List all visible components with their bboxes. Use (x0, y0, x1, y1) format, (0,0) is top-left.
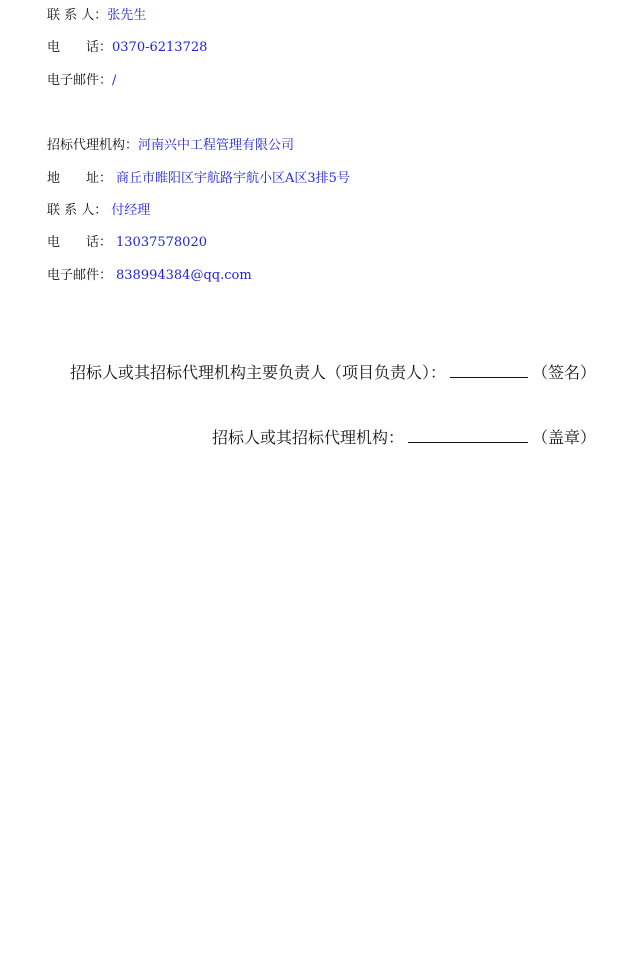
agency-email-value: 838994384@qq.com (116, 268, 252, 283)
agency-contact-row (47, 201, 150, 221)
agency-email-label: 电子邮件： (47, 268, 113, 283)
agency-name-value: 河南兴中工程管理有限公司 (138, 138, 295, 153)
agency-phone-row (47, 233, 207, 253)
agency-name-label: 招标代理机构： (47, 138, 139, 153)
address-label: 地 址： (47, 171, 113, 186)
tenderer-contact-row (47, 6, 146, 26)
phone-label: 电 话： (47, 40, 113, 55)
seal-prompt: 招标人或其招标代理机构： (211, 428, 404, 447)
agency-phone-value: 13037578020 (116, 235, 207, 250)
agency-contact-label: 联 系 人： (47, 203, 108, 218)
agency-contact-value: 付经理 (111, 203, 151, 218)
contact-label: 联 系 人： (47, 8, 108, 23)
agency-name-row (47, 136, 294, 156)
tenderer-phone-row (47, 38, 207, 58)
contact-value: 张先生 (107, 8, 147, 23)
email-label: 电子邮件： (47, 73, 113, 88)
seal-suffix: （盖章） (531, 428, 596, 447)
signature-blank[interactable] (450, 363, 528, 378)
tenderer-email-row (47, 71, 116, 91)
phone-value: 0370-6213728 (112, 40, 208, 55)
address-value: 商丘市睢阳区宇航路宇航小区A区3排5号 (116, 171, 350, 186)
signature-suffix: （签名） (531, 363, 596, 382)
email-value: / (112, 73, 117, 88)
signature-line (70, 362, 596, 384)
agency-phone-label: 电 话： (47, 235, 113, 250)
seal-line (212, 427, 596, 449)
seal-blank[interactable] (408, 428, 528, 443)
agency-address-row (47, 169, 350, 189)
agency-email-row (47, 266, 252, 286)
signature-prompt: 招标人或其招标代理机构主要负责人（项目负责人）： (69, 363, 446, 382)
